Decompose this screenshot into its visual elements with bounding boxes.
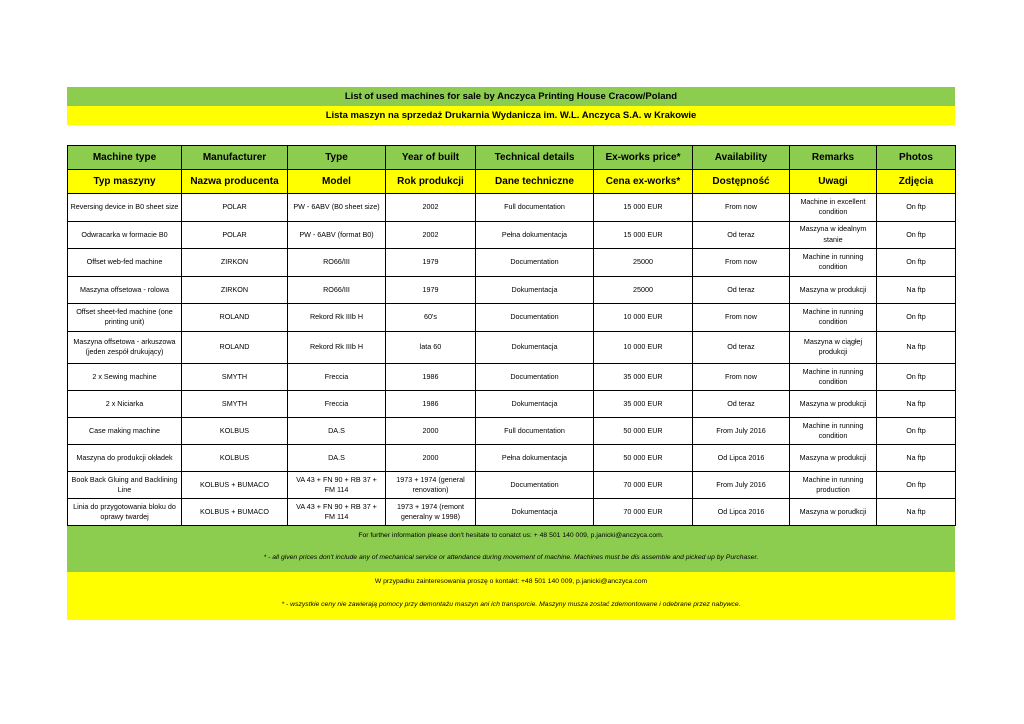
cell-machine-type: Reversing device in B0 sheet size — [68, 194, 182, 222]
header-typ-maszyny: Typ maszyny — [68, 170, 182, 194]
table-row — [68, 499, 956, 526]
cell-type: DA.S — [288, 445, 386, 472]
cell-availability: Od Lipca 2016 — [693, 445, 790, 472]
cell-remarks: Machine in running condition — [790, 249, 877, 277]
cell-year: 60's — [386, 304, 476, 332]
cell-manufacturer: POLAR — [182, 221, 288, 249]
cell-photos: On ftp — [877, 221, 956, 249]
cell-availability: From now — [693, 249, 790, 277]
table-row — [68, 194, 956, 222]
cell-remarks: Maszyna w ciągłej produkcji — [790, 331, 877, 364]
cell-technical-details: Full documentation — [476, 194, 594, 222]
cell-type: VA 43 + FN 90 + RB 37 + FM 114 — [288, 499, 386, 526]
cell-year: 1973 + 1974 (remont generalny w 1998) — [386, 499, 476, 526]
cell-price: 10 000 EUR — [594, 331, 693, 364]
cell-year: 1979 — [386, 249, 476, 277]
cell-type: DA.S — [288, 418, 386, 445]
cell-year: 2002 — [386, 194, 476, 222]
cell-photos: On ftp — [877, 418, 956, 445]
cell-price: 10 000 EUR — [594, 304, 693, 332]
cell-year: 2002 — [386, 221, 476, 249]
cell-availability: From now — [693, 304, 790, 332]
cell-remarks: Maszyna w produkcji — [790, 391, 877, 418]
footer-notes — [67, 526, 955, 620]
cell-technical-details: Dokumentacja — [476, 276, 594, 304]
footer-polish — [67, 572, 955, 620]
price-list-sheet — [67, 87, 955, 620]
table-row — [68, 364, 956, 391]
cell-manufacturer: KOLBUS — [182, 418, 288, 445]
cell-photos: On ftp — [877, 249, 956, 277]
cell-machine-type: Maszyna do produkcji okładek — [68, 445, 182, 472]
cell-price: 50 000 EUR — [594, 418, 693, 445]
cell-photos: On ftp — [877, 472, 956, 499]
header-zdjecia: Zdjęcia — [877, 170, 956, 194]
cell-manufacturer: SMYTH — [182, 364, 288, 391]
cell-remarks: Machine in running condition — [790, 304, 877, 332]
cell-price: 15 000 EUR — [594, 221, 693, 249]
cell-type: VA 43 + FN 90 + RB 37 + FM 114 — [288, 472, 386, 499]
cell-availability: From now — [693, 364, 790, 391]
cell-manufacturer: KOLBUS + BUMACO — [182, 499, 288, 526]
machines-table — [67, 145, 956, 526]
cell-manufacturer: ROLAND — [182, 304, 288, 332]
cell-photos: On ftp — [877, 194, 956, 222]
cell-photos: On ftp — [877, 364, 956, 391]
cell-machine-type: Book Back Gluing and Backlining Line — [68, 472, 182, 499]
cell-price: 25000 — [594, 249, 693, 277]
cell-type: Rekord Rk IIIb H — [288, 331, 386, 364]
cell-machine-type: 2 x Sewing machine — [68, 364, 182, 391]
cell-machine-type: 2 x Niciarka — [68, 391, 182, 418]
cell-photos: On ftp — [877, 304, 956, 332]
cell-availability: Od teraz — [693, 276, 790, 304]
cell-manufacturer: ZIRKON — [182, 249, 288, 277]
header-photos: Photos — [877, 146, 956, 170]
table-row — [68, 418, 956, 445]
header-type: Type — [288, 146, 386, 170]
cell-year: lata 60 — [386, 331, 476, 364]
cell-remarks: Machine in excellent condition — [790, 194, 877, 222]
header-price: Ex-works price* — [594, 146, 693, 170]
table-row — [68, 331, 956, 364]
cell-type: RO66/III — [288, 276, 386, 304]
cell-manufacturer: KOLBUS — [182, 445, 288, 472]
cell-availability: From now — [693, 194, 790, 222]
table-row — [68, 391, 956, 418]
cell-year: 1986 — [386, 391, 476, 418]
header-technical-details: Technical details — [476, 146, 594, 170]
cell-machine-type: Case making machine — [68, 418, 182, 445]
cell-price: 35 000 EUR — [594, 364, 693, 391]
table-row — [68, 472, 956, 499]
cell-type: Rekord Rk IIIb H — [288, 304, 386, 332]
cell-photos: Na ftp — [877, 445, 956, 472]
header-row-polish — [68, 170, 956, 194]
header-availability: Availability — [693, 146, 790, 170]
footer-english — [67, 526, 955, 572]
cell-technical-details: Dokumentacja — [476, 331, 594, 364]
cell-price: 25000 — [594, 276, 693, 304]
cell-year: 1973 + 1974 (general renovation) — [386, 472, 476, 499]
cell-year: 2000 — [386, 445, 476, 472]
cell-machine-type: Offset web-fed machine — [68, 249, 182, 277]
table-row — [68, 445, 956, 472]
price-note-english: * - all given prices don't include any of mechanical service or attendance during movement of machine. Machines must be dis assemble and picked up by Purchaser. — [263, 554, 759, 561]
cell-remarks: Maszyna w porudkcji — [790, 499, 877, 526]
cell-photos: Na ftp — [877, 391, 956, 418]
contact-info-polish: W przypadku zainteresowania proszę o kontakt: +48 501 140 009, p.janicki@anczyca.com — [374, 578, 648, 585]
cell-remarks: Maszyna w produkcji — [790, 445, 877, 472]
cell-technical-details: Documentation — [476, 304, 594, 332]
cell-year: 2000 — [386, 418, 476, 445]
contact-info-english: For further information please don't hesitate to conatct us: + 48 501 140 009, p.janicki@anczyca.com. — [358, 532, 664, 539]
cell-type: Freccia — [288, 364, 386, 391]
cell-manufacturer: POLAR — [182, 194, 288, 222]
header-machine-type: Machine type — [68, 146, 182, 170]
header-nazwa-producenta: Nazwa producenta — [182, 170, 288, 194]
cell-availability: Od teraz — [693, 391, 790, 418]
cell-technical-details: Documentation — [476, 249, 594, 277]
title-english: List of used machines for sale by Anczyca Printing House Cracow/Poland — [67, 87, 955, 106]
header-uwagi: Uwagi — [790, 170, 877, 194]
cell-availability: Od teraz — [693, 331, 790, 364]
spacer — [67, 125, 955, 145]
table-row — [68, 249, 956, 277]
header-remarks: Remarks — [790, 146, 877, 170]
table-row — [68, 304, 956, 332]
cell-manufacturer: ROLAND — [182, 331, 288, 364]
cell-availability: Od teraz — [693, 221, 790, 249]
cell-type: PW - 6ABV (format B0) — [288, 221, 386, 249]
table-body — [68, 194, 956, 526]
cell-technical-details: Documentation — [476, 472, 594, 499]
price-note-polish: * - wszystkie ceny nie zawierają pomocy przy demontażu maszyn ani ich transporcie. Maszyny musza zostać zdemontowane i odebrane przez nabywce. — [281, 601, 741, 608]
cell-remarks: Maszyna w idealnym stanie — [790, 221, 877, 249]
cell-price: 35 000 EUR — [594, 391, 693, 418]
header-dane-techniczne: Dane techniczne — [476, 170, 594, 194]
cell-photos: Na ftp — [877, 499, 956, 526]
cell-price: 70 000 EUR — [594, 472, 693, 499]
cell-availability: From July 2016 — [693, 472, 790, 499]
header-cena: Cena ex-works* — [594, 170, 693, 194]
cell-technical-details: Full documentation — [476, 418, 594, 445]
header-row-english — [68, 146, 956, 170]
table-row — [68, 221, 956, 249]
cell-manufacturer: ZIRKON — [182, 276, 288, 304]
cell-technical-details: Dokumentacja — [476, 499, 594, 526]
cell-availability: From July 2016 — [693, 418, 790, 445]
cell-type: PW - 6ABV (B0 sheet size) — [288, 194, 386, 222]
header-year: Year of built — [386, 146, 476, 170]
cell-technical-details: Documentation — [476, 364, 594, 391]
cell-machine-type: Offset sheet-fed machine (one printing unit) — [68, 304, 182, 332]
cell-manufacturer: SMYTH — [182, 391, 288, 418]
table-row — [68, 276, 956, 304]
cell-technical-details: Pełna dokumentacja — [476, 221, 594, 249]
cell-machine-type: Linia do przygotowania bloku do oprawy twardej — [68, 499, 182, 526]
cell-price: 15 000 EUR — [594, 194, 693, 222]
cell-photos: Na ftp — [877, 331, 956, 364]
cell-machine-type: Maszyna offsetowa - arkuszowa (jeden zespół drukujący) — [68, 331, 182, 364]
cell-remarks: Machine in running production — [790, 472, 877, 499]
cell-year: 1986 — [386, 364, 476, 391]
cell-technical-details: Pełna dokumentacja — [476, 445, 594, 472]
cell-machine-type: Odwracarka w formacie B0 — [68, 221, 182, 249]
cell-remarks: Machine in running condition — [790, 364, 877, 391]
header-model: Model — [288, 170, 386, 194]
cell-technical-details: Dokumentacja — [476, 391, 594, 418]
cell-year: 1979 — [386, 276, 476, 304]
cell-availability: Od Lipca 2016 — [693, 499, 790, 526]
cell-price: 70 000 EUR — [594, 499, 693, 526]
header-rok-produkcji: Rok produkcji — [386, 170, 476, 194]
cell-machine-type: Maszyna offsetowa - rolowa — [68, 276, 182, 304]
cell-remarks: Maszyna w produkcji — [790, 276, 877, 304]
cell-photos: Na ftp — [877, 276, 956, 304]
header-dostepnosc: Dostępność — [693, 170, 790, 194]
title-polish: Lista maszyn na sprzedaż Drukarnia Wydanicza im. W.L. Anczyca S.A. w Krakowie — [67, 106, 955, 125]
header-manufacturer: Manufacturer — [182, 146, 288, 170]
cell-manufacturer: KOLBUS + BUMACO — [182, 472, 288, 499]
cell-remarks: Machine in running condition — [790, 418, 877, 445]
cell-type: Freccia — [288, 391, 386, 418]
cell-price: 50 000 EUR — [594, 445, 693, 472]
cell-type: RO66/III — [288, 249, 386, 277]
